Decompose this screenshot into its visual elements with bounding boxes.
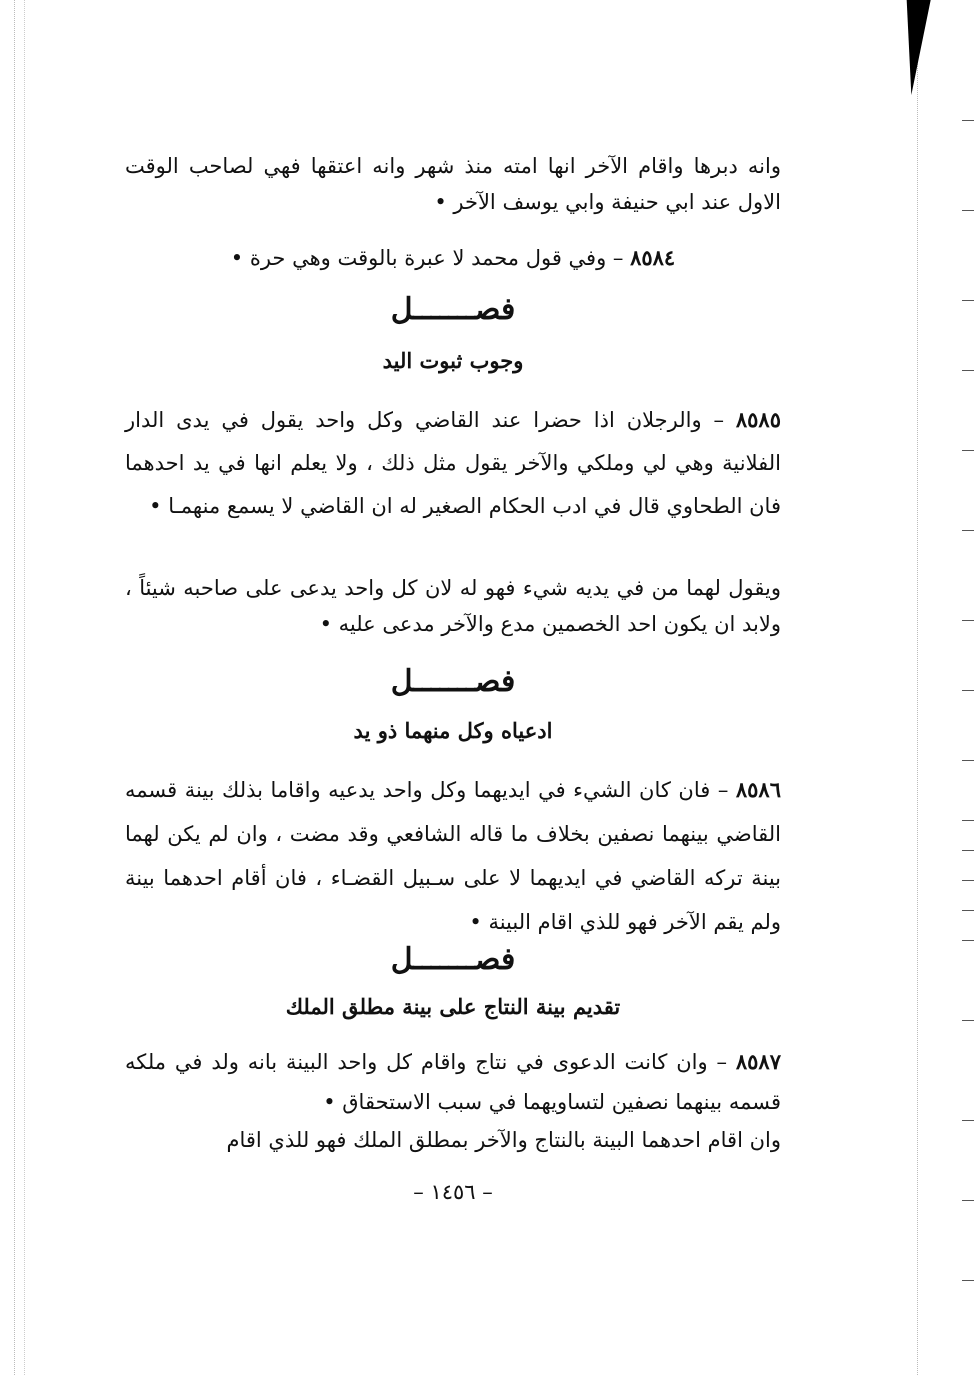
paragraph-text: – والرجلان اذا حضرا عند القاضي وكل واحد يقول في يدى الدار الفلانية وهي لي وملكي والآخر يقول مثل ذلك ، ولا يعلم انها في يد احدهما فان الطحاوي قال في ادب الحكام الصغير له ان القاضي لا يسمع منهمـا • xyxy=(125,408,781,518)
paragraph-continuation xyxy=(125,148,781,220)
paragraph-8586 xyxy=(125,768,781,944)
paragraph-number: ٨٥٨٥ xyxy=(735,407,781,432)
paragraph-number: ٨٥٨٧ xyxy=(735,1049,781,1074)
scan-edge-dots-right xyxy=(917,0,918,1375)
paragraph-unnumbered xyxy=(125,1122,781,1158)
scan-edge-dots-left xyxy=(14,0,15,1375)
section-subheading: تقديم بينة النتاج على بينة مطلق الملك xyxy=(285,994,621,1019)
paragraph-text: ويقول لهما من في يديه شيء فهو له لان كل واحد يدعى على صاحبه شيئاً ، ولابد ان يكون احد الخصمين مدع والآخر مدعى عليه • xyxy=(125,576,781,636)
paragraph-text: وان اقام احدهما البينة بالنتاج والآخر بمطلق الملك فهو للذي اقام xyxy=(226,1128,781,1152)
page-number: – ١٤٥٦ – xyxy=(413,1180,493,1204)
paragraph-text: وانه دبرها واقام الآخر انها امته منذ شهر وانه اعتقها فهي لصاحب الوقت الاول عند ابي حنيفة وابي يوسف الآخر • xyxy=(125,154,781,214)
paragraph-text: – فان كان الشيء في ايديهما وكل واحد يدعيه واقاما بذلك بينة قسمه القاضي بينهما نصفين بخلاف ما قاله الشافعي وقد مضت ، وان لم يكن لهما بينة تركه القاضي في ايديهما لا على سـبيل القضـاء ، فان أقام احدهما بينة ولم يقم الآخر فهو للذي اقام البينة • xyxy=(125,778,781,934)
scan-edge-dots-left-inner xyxy=(24,0,25,1375)
paragraph-8584 xyxy=(125,240,781,276)
scan-right-margin-artifacts xyxy=(958,60,976,1360)
paragraph-number: ٨٥٨٤ xyxy=(630,245,676,270)
section-heading-fasl: فصـــــــل xyxy=(390,664,516,699)
section-heading-fasl: فصـــــــل xyxy=(390,292,516,327)
section-subheading: ادعياه وكل منهما ذو يد xyxy=(353,718,553,743)
section-heading-fasl: فصـــــــل xyxy=(390,942,516,977)
paragraph-text: – وفي قول محمد لا عبرة بالوقت وهي حرة • xyxy=(230,246,631,270)
paragraph-unnumbered xyxy=(125,570,781,642)
paragraph-text: – وان كانت الدعوى في نتاج واقام كل واحد البينة بانه ولد في ملكه قسمه بينهما نصفين لتساويهما في سبب الاستحقاق • xyxy=(125,1050,781,1114)
section-subheading: وجوب ثبوت اليد xyxy=(382,348,524,373)
paragraph-8585 xyxy=(125,398,781,528)
paragraph-number: ٨٥٨٦ xyxy=(735,777,781,802)
paragraph-8587 xyxy=(125,1042,781,1122)
scan-corner-mark xyxy=(893,0,930,95)
